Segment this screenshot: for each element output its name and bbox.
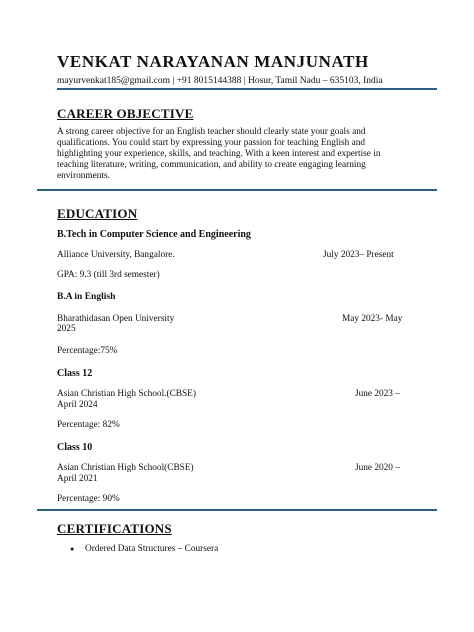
- education-dates-continued: April 2024: [57, 400, 98, 410]
- education-title: B.A in English: [57, 292, 116, 302]
- education-dates-continued: April 2021: [57, 474, 98, 484]
- education-detail: Percentage: 90%: [57, 494, 120, 504]
- bullet-icon: ●: [70, 545, 75, 553]
- career-objective-text: A strong career objective for an English teacher should clearly state your goals and qualifications. You could start by expressing your passion for teaching English and highlighting your experience, skills, and teaching. With a keen interest and expertise in teaching literature, writing, communication, and ability to create engaging learning environments.: [57, 127, 381, 181]
- education-dates: June 2020 –: [355, 463, 400, 473]
- objective-divider: [37, 189, 437, 191]
- contact-line: mayurvenkat185@gmail.com | +91 8015144388 | Hosur, Tamil Nadu – 635103, India: [57, 76, 383, 86]
- certification-item: Ordered Data Structures – Coursera: [85, 544, 219, 554]
- education-institution: Alliance University, Bangalore.: [57, 250, 175, 260]
- header-divider: [57, 88, 437, 90]
- education-dates: June 2023 –: [355, 389, 400, 399]
- education-dates: July 2023– Present: [323, 250, 394, 260]
- education-detail: Percentage:75%: [57, 346, 118, 356]
- education-detail: Percentage: 82%: [57, 420, 120, 430]
- education-institution: Asian Christian High School.(CBSE): [57, 389, 196, 399]
- career-objective-heading: CAREER OBJECTIVE: [57, 106, 194, 121]
- education-title: Class 10: [57, 442, 93, 453]
- education-dates: May 2023- May: [342, 314, 403, 324]
- education-title: Class 12: [57, 368, 93, 379]
- education-institution: Bharathidasan Open University: [57, 314, 175, 324]
- education-heading: EDUCATION: [57, 206, 138, 221]
- education-title: B.Tech in Computer Science and Engineering: [57, 229, 251, 240]
- education-divider: [37, 509, 437, 511]
- education-detail: GPA: 9.3 (till 3rd semester): [57, 270, 160, 280]
- candidate-name: VENKAT NARAYANAN MANJUNATH: [57, 52, 369, 71]
- education-dates-continued: 2025: [57, 324, 76, 334]
- certifications-heading: CERTIFICATIONS: [57, 521, 172, 536]
- education-institution: Asian Christian High School(CBSE): [57, 463, 194, 473]
